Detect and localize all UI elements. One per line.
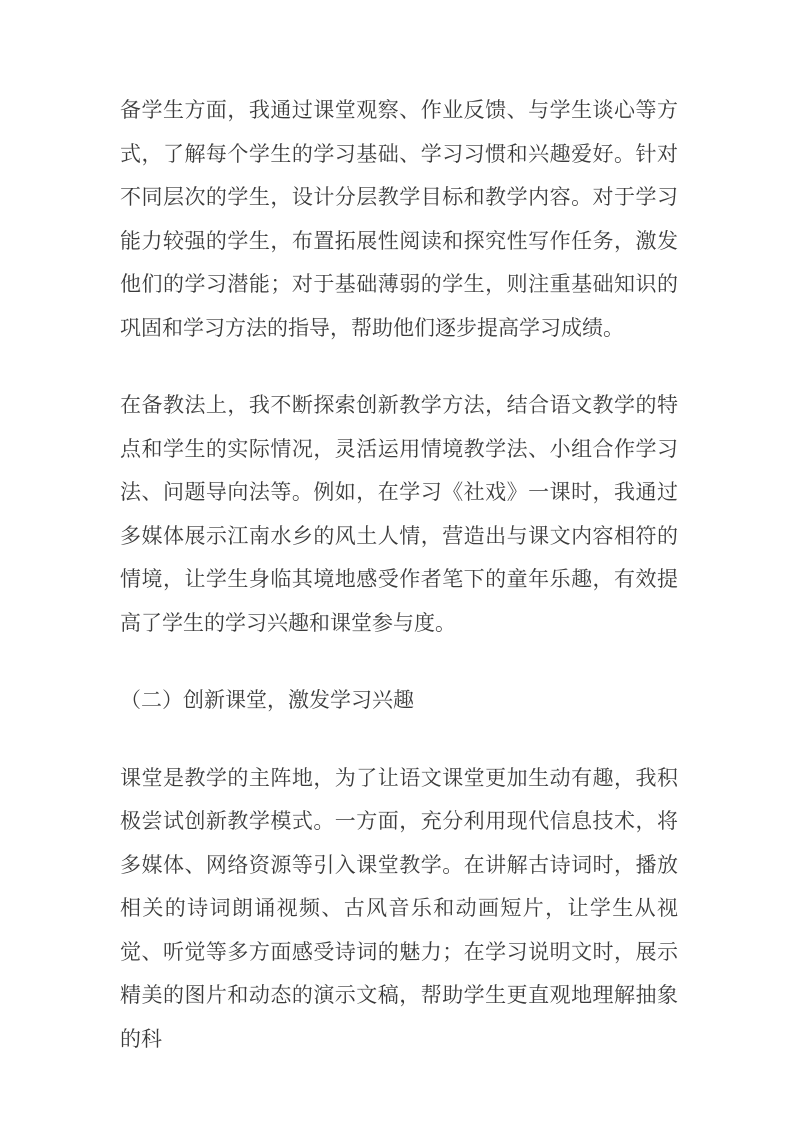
paragraph: 备学生方面，我通过课堂观察、作业反馈、与学生谈心等方式，了解每个学生的学习基础、学习习惯和兴趣爱好。针对不同层次的学生，设计分层教学目标和教学内容。对于学习能力较强的学生，布置拓展性阅读和探究性写作任务，激发他们的学习潜能；对于基础薄弱的学生，则注重基础知识的巩固和学习方法的指导，帮助他们逐步提高学习成绩。 xyxy=(120,98,678,340)
paragraph: 课堂是教学的主阵地，为了让语文课堂更加生动有趣，我积极尝试创新教学模式。一方面，充分利用现代信息技术，将多媒体、网络资源等引入课堂教学。在讲解古诗词时，播放相关的诗词朗诵视频、古风音乐和动画短片，让学生从视觉、听觉等多方面感受诗词的魅力；在学习说明文时，展示精美的图片和动态的演示文稿，帮助学生更直观地理解抽象的科 xyxy=(120,765,678,1051)
paragraph: 在备教法上，我不断探索创新教学方法，结合语文教学的特点和学生的实际情况，灵活运用情境教学法、小组合作学习法、问题导向法等。例如，在学习《社戏》一课时，我通过多媒体展示江南水乡的风土人情，营造出与课文内容相符的情境，让学生身临其境地感受作者笔下的童年乐趣，有效提高了学生的学习兴趣和课堂参与度。 xyxy=(120,393,678,635)
section-heading: （二）创新课堂，激发学习兴趣 xyxy=(120,688,414,712)
